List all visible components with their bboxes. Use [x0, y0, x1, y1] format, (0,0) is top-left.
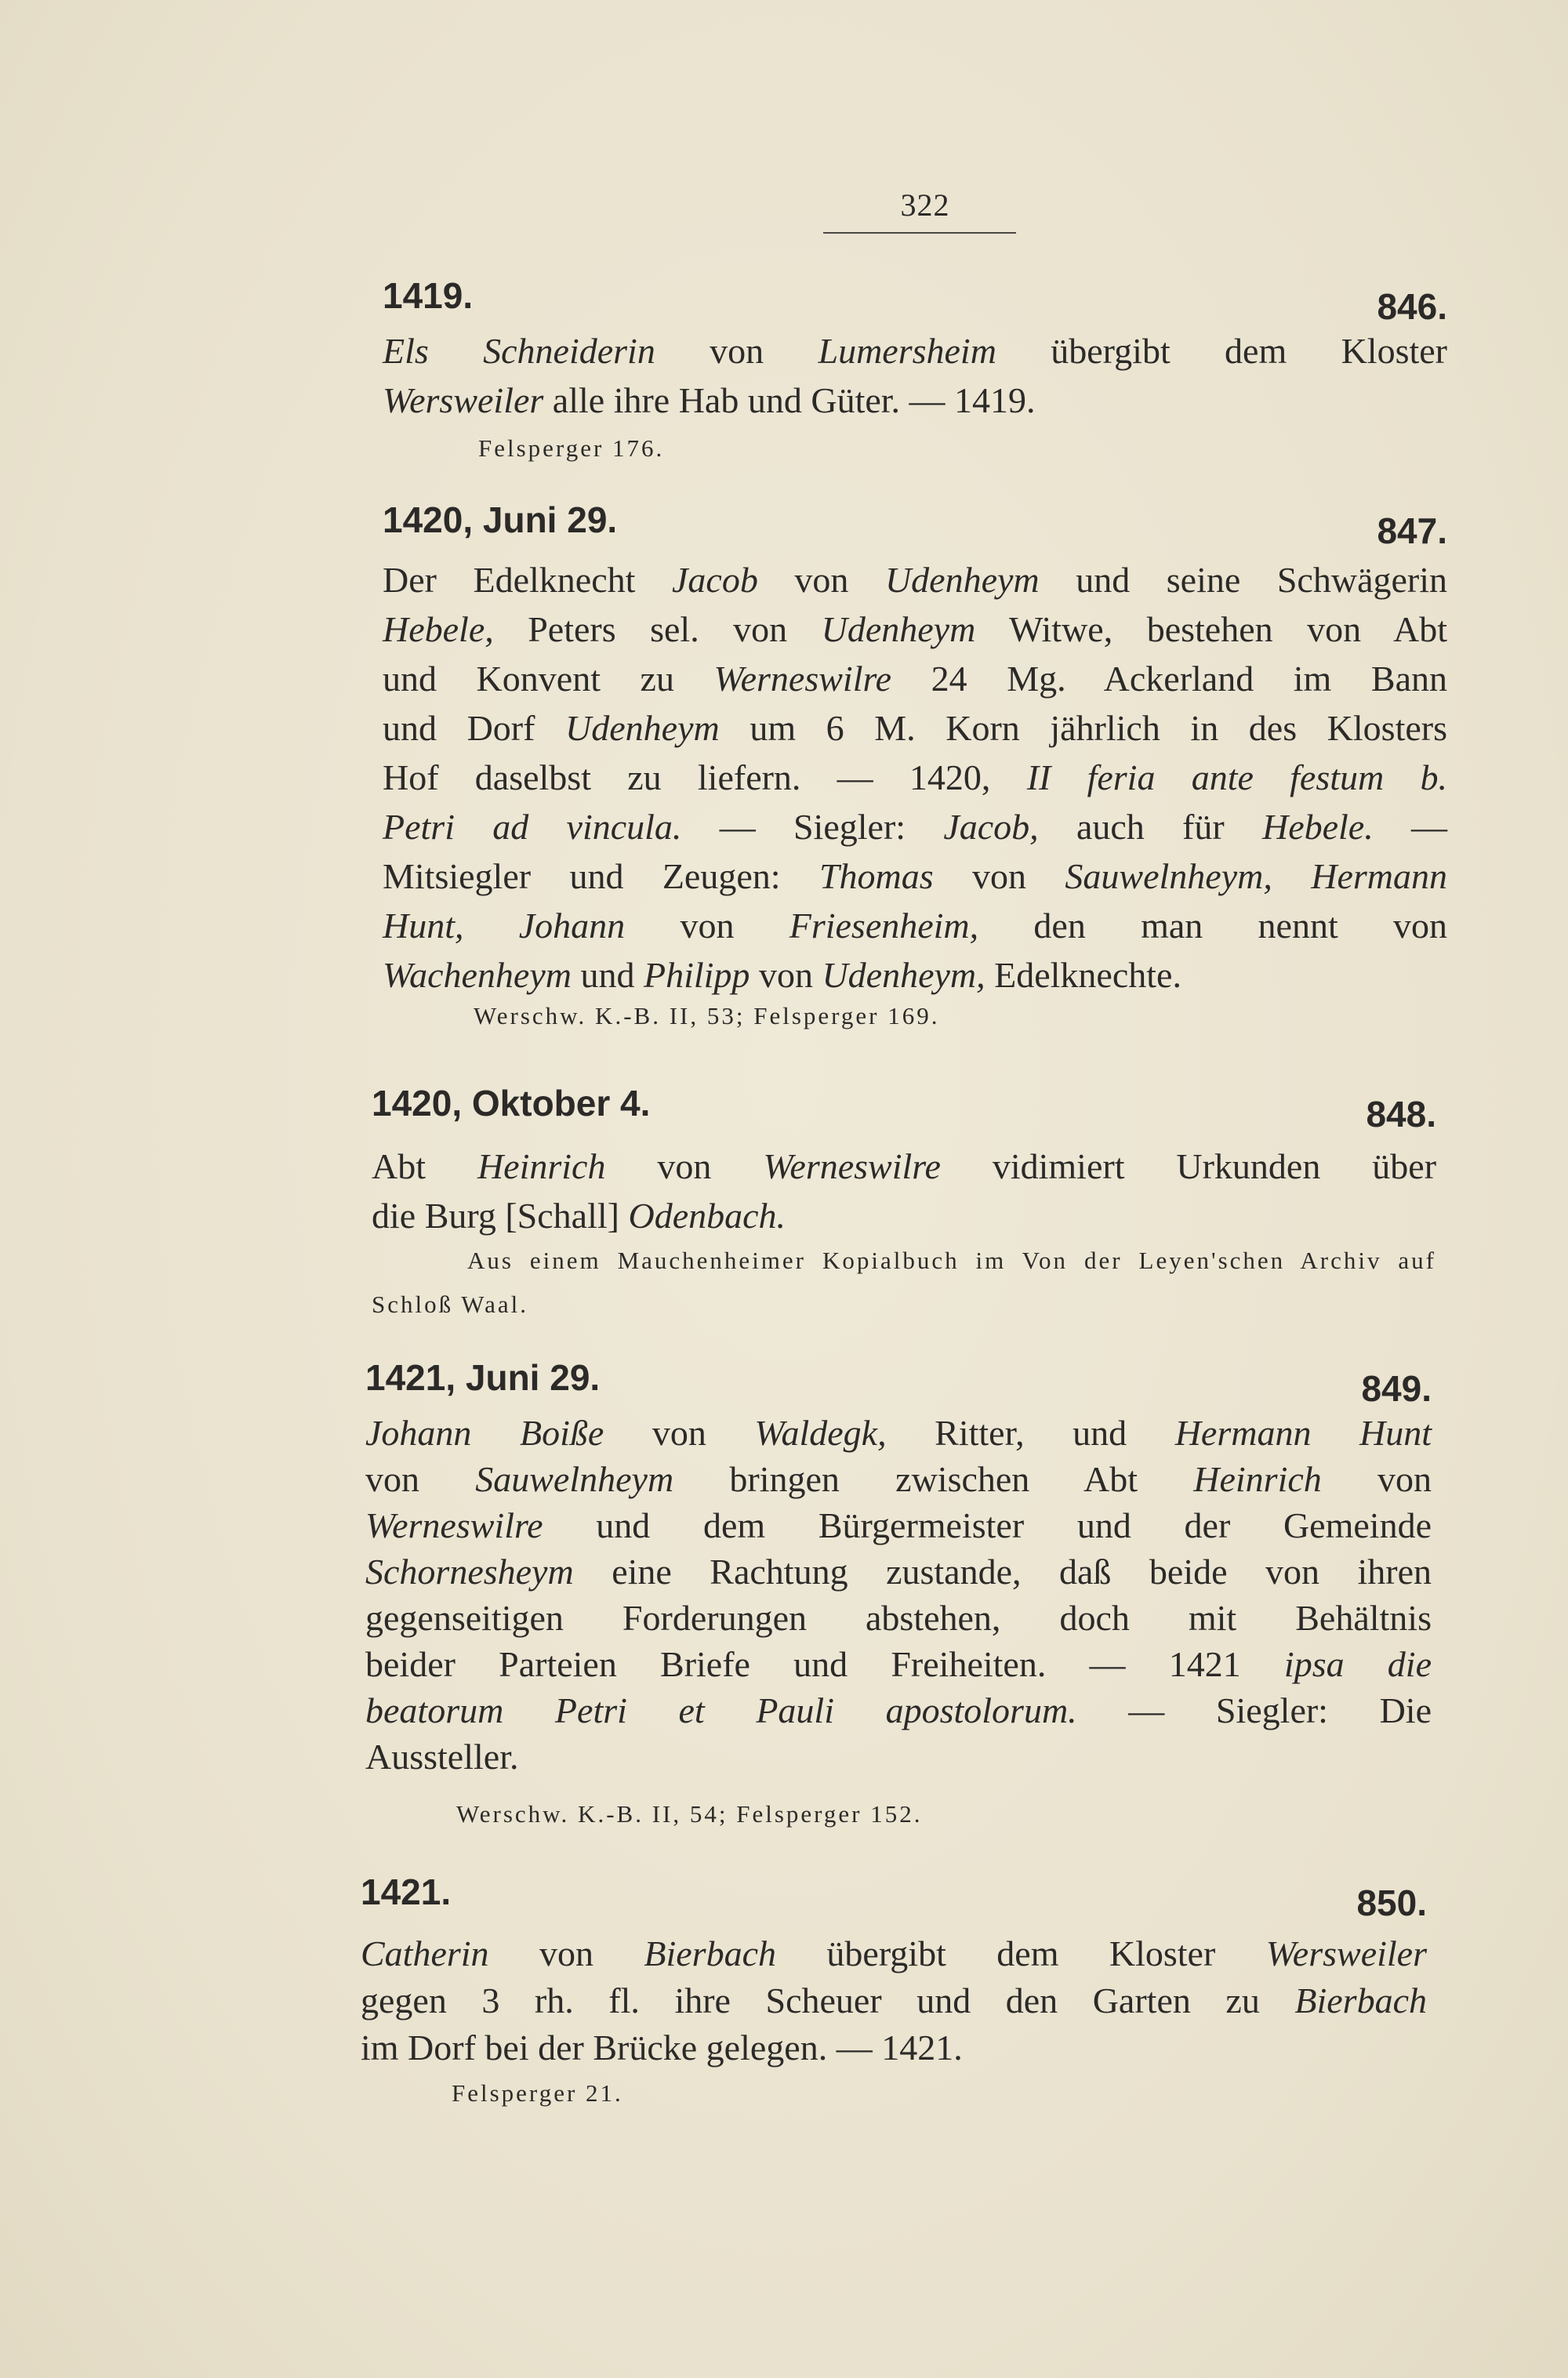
text-line — [383, 555, 1447, 604]
entry-number: 846. — [1377, 286, 1447, 327]
entry-source: Werschw. K.-B. II, 53; Felsperger 169. — [474, 1002, 940, 1029]
text-line — [365, 1687, 1432, 1734]
text-line — [365, 1502, 1432, 1548]
italic-name: Werneswilre — [365, 1505, 543, 1545]
entry-text — [372, 1142, 1436, 1240]
text-segment: — — [1373, 807, 1448, 847]
text-segment: im Dorf bei der Brücke gelegen. — 1421. — [361, 2028, 963, 2068]
italic-name: Heinrich — [477, 1146, 606, 1186]
text-segment: — Siegler: — [681, 807, 944, 847]
text-line — [383, 376, 1447, 425]
text-line — [383, 604, 1447, 654]
text-line — [365, 1595, 1432, 1641]
text-line — [361, 1977, 1427, 2024]
text-segment: übergibt dem Kloster — [776, 1933, 1266, 1973]
text-segment: auch für — [1038, 807, 1262, 847]
text-segment: — Siegler: Die — [1076, 1690, 1432, 1730]
text-line — [365, 1410, 1432, 1456]
text-segment: von — [750, 955, 822, 995]
text-segment: 24 Mg. Ackerland im Bann — [891, 659, 1447, 699]
text-segment: die Burg [Schall] — [372, 1196, 629, 1236]
entry-source: Felsperger 176. — [478, 434, 665, 462]
text-segment: Witwe, bestehen von Abt — [975, 609, 1447, 649]
text-segment: Peters sel. von — [493, 609, 822, 649]
text-line — [383, 326, 1447, 376]
text-segment: und — [571, 955, 644, 995]
italic-name: Werneswilre — [763, 1146, 941, 1186]
text-line — [365, 1456, 1432, 1502]
text-line — [383, 851, 1447, 901]
italic-name: Catherin — [361, 1933, 489, 1973]
text-segment: von — [488, 1933, 644, 1973]
entry-date: 1420, Juni 29. — [383, 499, 618, 540]
italic-name: ipsa die — [1283, 1644, 1432, 1684]
text-line — [383, 901, 1447, 950]
text-segment: beider Parteien Briefe und Freiheiten. — 1421 — [365, 1644, 1284, 1684]
text-line — [383, 950, 1447, 1000]
text-segment: gegenseitigen Forderungen abstehen, doch mit Behältnis — [365, 1598, 1432, 1638]
italic-name: Lumersheim — [818, 331, 996, 371]
text-segment: den man nennt von — [978, 906, 1448, 946]
entry-date: 1420, Oktober 4. — [372, 1083, 651, 1124]
text-segment: von — [1321, 1459, 1432, 1499]
text-segment: Hof daselbst zu liefern. — 1420, — [383, 757, 1027, 797]
italic-name: Hermann Hunt — [1174, 1413, 1432, 1453]
italic-name: Hebele, — [383, 609, 494, 649]
text-segment: und dem Bürgermeister und der Gemeinde — [543, 1505, 1432, 1545]
entry-text — [383, 555, 1447, 1000]
text-segment: und Dorf — [383, 708, 566, 748]
text-segment: von — [604, 1413, 755, 1453]
text-segment: eine Rachtung zustande, daß beide von ihren — [573, 1552, 1432, 1592]
entry-847 — [383, 499, 1447, 1047]
italic-name: Heinrich — [1193, 1459, 1322, 1499]
italic-name: Wachenheym — [383, 955, 572, 995]
text-segment: bringen zwischen Abt — [673, 1459, 1194, 1499]
italic-name: Philipp — [643, 955, 750, 995]
italic-name: Sauwelnheym, Hermann — [1065, 856, 1447, 896]
italic-name: Wersweiler — [1265, 1933, 1427, 1973]
entry-number: 850. — [1356, 1882, 1427, 1923]
text-segment: und seine Schwägerin — [1039, 560, 1447, 600]
entry-846 — [383, 274, 1447, 463]
entry-number: 848. — [1366, 1094, 1436, 1135]
italic-name: Udenheym — [565, 708, 720, 748]
italic-name: Wersweiler — [383, 380, 544, 420]
entry-source: Aus einem Mauchenheimer Kopialbuch im Von der Leyen'schen Archiv auf Schloß Waal. — [372, 1247, 1436, 1318]
entry-date: 1421, Juni 29. — [365, 1357, 601, 1398]
italic-name: Waldegk, — [754, 1413, 887, 1453]
italic-name: Johann Boiße — [365, 1413, 604, 1453]
page-number: 322 — [900, 187, 950, 223]
italic-name: Hunt, Johann — [383, 906, 626, 946]
text-line — [383, 703, 1447, 753]
entry-number: 849. — [1361, 1368, 1432, 1409]
italic-name: Sauwelnheym — [475, 1459, 674, 1499]
text-segment: von — [605, 1146, 764, 1186]
entry-source: Felsperger 21. — [452, 2079, 623, 2107]
text-line — [383, 753, 1447, 802]
text-segment: von — [625, 906, 789, 946]
text-segment: Der Edelknecht — [383, 560, 672, 600]
italic-name: Schornesheym — [365, 1552, 574, 1592]
entry-number: 847. — [1377, 510, 1447, 551]
italic-name: Jacob, — [943, 807, 1039, 847]
italic-name: Udenheym, — [822, 955, 985, 995]
text-segment: und Konvent zu — [383, 659, 714, 699]
text-line — [365, 1734, 1432, 1780]
entry-text — [365, 1410, 1432, 1780]
text-line — [372, 1191, 1436, 1240]
text-line — [383, 654, 1447, 703]
entry-850 — [361, 1871, 1427, 2106]
text-segment: vidimiert Urkunden über — [940, 1146, 1437, 1186]
italic-name: Udenheym — [884, 560, 1040, 600]
text-line — [372, 1142, 1436, 1191]
text-segment: gegen 3 rh. fl. ihre Scheuer und den Garten zu — [361, 1980, 1295, 2020]
italic-name: Friesenheim, — [789, 906, 979, 946]
italic-name: Odenbach. — [628, 1196, 786, 1236]
entry-848 — [372, 1082, 1436, 1341]
text-segment: Abt — [372, 1146, 477, 1186]
italic-name: Hebele. — [1261, 807, 1374, 847]
italic-name: beatorum Petri et Pauli apostolorum. — [365, 1690, 1077, 1730]
text-line — [383, 802, 1447, 851]
page-number-rule — [823, 232, 1016, 234]
italic-name: Bierbach — [1294, 1980, 1427, 2020]
italic-name: Werneswilre — [713, 659, 892, 699]
text-segment: von — [933, 856, 1065, 896]
italic-name: Petri ad vincula. — [383, 807, 682, 847]
entry-date: 1419. — [383, 275, 474, 316]
text-line — [361, 2024, 1427, 2071]
text-line — [365, 1641, 1432, 1687]
text-segment: Aussteller. — [365, 1737, 519, 1777]
text-segment: Edelknechte. — [985, 955, 1181, 995]
italic-name: Udenheym — [821, 609, 976, 649]
text-segment: Mitsiegler und Zeugen: — [383, 856, 819, 896]
text-line — [365, 1548, 1432, 1595]
entry-date: 1421. — [361, 1872, 452, 1912]
text-segment: Ritter, und — [886, 1413, 1175, 1453]
entry-849 — [365, 1356, 1432, 1842]
text-segment: von — [365, 1459, 476, 1499]
text-segment: von — [655, 331, 818, 371]
italic-name: Els Schneiderin — [383, 331, 655, 371]
italic-name: II feria ante festum b. — [1026, 757, 1447, 797]
text-segment: von — [757, 560, 885, 600]
text-segment: um 6 M. Korn jährlich in des Klosters — [719, 708, 1448, 748]
italic-name: Jacob — [671, 560, 758, 600]
text-segment: alle ihre Hab und Güter. — 1419. — [543, 380, 1036, 420]
italic-name: Bierbach — [644, 1933, 776, 1973]
text-segment: übergibt dem Kloster — [996, 331, 1447, 371]
entry-text — [383, 326, 1447, 425]
entry-source: Werschw. K.-B. II, 54; Felsperger 152. — [456, 1800, 923, 1828]
italic-name: Thomas — [818, 856, 934, 896]
entry-text — [361, 1930, 1427, 2071]
text-line — [361, 1930, 1427, 1977]
